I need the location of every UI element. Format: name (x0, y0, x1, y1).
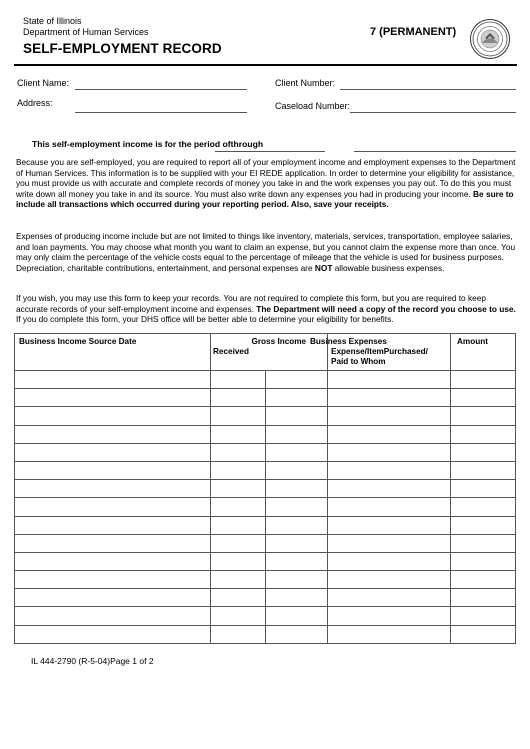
table-row (15, 480, 516, 498)
amount-cell[interactable] (451, 571, 516, 589)
income-source-date-cell[interactable] (15, 607, 211, 625)
expense-item-cell[interactable] (328, 571, 451, 589)
instructions-paragraph-1: Because you are self-employed, you are required to report all of your employment income and employment expenses to the Department of Human Services. This information is to be supplied with your EI REDE application. In order to determine your eligibility for assistance, you must provide us with accurate and complete records of money you take in and the work expenses you pay out. To do this you must write down all money you take in and its source. You must also write down any expenses you had in producing your income. Be sure to include all transactions which occurred during your reporting period. Also, save your receipts. (16, 157, 516, 210)
amount-cell[interactable] (451, 389, 516, 407)
client-name-label: Client Name: (17, 78, 70, 88)
income-source-date-cell[interactable] (15, 407, 211, 425)
table-row (15, 371, 516, 389)
gross-income-extra-cell[interactable] (266, 461, 328, 479)
gross-income-extra-cell[interactable] (266, 443, 328, 461)
amount-cell[interactable] (451, 498, 516, 516)
table-row (15, 498, 516, 516)
gross-income-cell[interactable] (211, 480, 266, 498)
caseload-number-label: Caseload Number: (275, 101, 351, 111)
income-source-date-cell[interactable] (15, 425, 211, 443)
caseload-number-field[interactable] (350, 112, 516, 113)
table-row (15, 589, 516, 607)
gross-income-extra-cell[interactable] (266, 389, 328, 407)
header-amount: Amount (451, 334, 516, 371)
period-label: This self-employment income is for the period ofthrough (32, 139, 264, 149)
instructions-paragraph-2: Expenses of producing income include but are not limited to things like inventory, materials, services, transportation, employee salaries, and loan payments. You may choose what month you want to claim an expense, but you cannot claim the expense more than once. You may only claim the percentage of the vehicle costs equal to the percentage of mileage that the vehicle is used for business purposes. Depreciation, charitable contributions, entertainment, and personal expenses are NOT allowable business expenses. (16, 231, 516, 273)
income-source-date-cell[interactable] (15, 498, 211, 516)
gross-income-extra-cell[interactable] (266, 407, 328, 425)
expense-item-cell[interactable] (328, 625, 451, 643)
expense-item-cell[interactable] (328, 371, 451, 389)
illinois-seal-icon (470, 19, 510, 59)
form-number: IL 444-2790 (R-5-04)Page 1 of 2 (31, 656, 154, 666)
gross-income-extra-cell[interactable] (266, 371, 328, 389)
gross-income-cell[interactable] (211, 461, 266, 479)
gross-income-cell[interactable] (211, 516, 266, 534)
gross-income-cell[interactable] (211, 371, 266, 389)
gross-income-cell[interactable] (211, 443, 266, 461)
client-number-field[interactable] (340, 89, 516, 90)
income-source-date-cell[interactable] (15, 571, 211, 589)
gross-income-cell[interactable] (211, 389, 266, 407)
expense-item-cell[interactable] (328, 516, 451, 534)
table-row (15, 607, 516, 625)
table-row (15, 516, 516, 534)
expense-item-cell[interactable] (328, 607, 451, 625)
address-label: Address: (17, 98, 53, 108)
header-rule (14, 64, 517, 66)
header-business-expenses: Business Expenses Expense/ItemPurchased/ Paid to Whom (328, 334, 451, 371)
income-source-date-cell[interactable] (15, 552, 211, 570)
self-employment-record-table (14, 333, 516, 644)
amount-cell[interactable] (451, 534, 516, 552)
form-code: 7 (PERMANENT) (370, 26, 457, 38)
amount-cell[interactable] (451, 625, 516, 643)
gross-income-extra-cell[interactable] (266, 480, 328, 498)
gross-income-extra-cell[interactable] (266, 498, 328, 516)
gross-income-cell[interactable] (211, 534, 266, 552)
gross-income-extra-cell[interactable] (266, 552, 328, 570)
amount-cell[interactable] (451, 607, 516, 625)
gross-income-extra-cell[interactable] (266, 425, 328, 443)
income-source-date-cell[interactable] (15, 371, 211, 389)
client-name-field[interactable] (75, 89, 247, 90)
table-row (15, 461, 516, 479)
table-row (15, 425, 516, 443)
expense-item-cell[interactable] (328, 407, 451, 425)
income-source-date-cell[interactable] (15, 480, 211, 498)
expense-item-cell[interactable] (328, 498, 451, 516)
gross-income-cell[interactable] (211, 607, 266, 625)
period-start-field[interactable] (215, 151, 325, 152)
gross-income-extra-cell[interactable] (266, 607, 328, 625)
expense-item-cell[interactable] (328, 389, 451, 407)
income-source-date-cell[interactable] (15, 461, 211, 479)
income-source-date-cell[interactable] (15, 389, 211, 407)
table-row (15, 443, 516, 461)
expense-item-cell[interactable] (328, 589, 451, 607)
gross-income-cell[interactable] (211, 407, 266, 425)
table-row (15, 625, 516, 643)
income-source-date-cell[interactable] (15, 589, 211, 607)
amount-cell[interactable] (451, 443, 516, 461)
gross-income-cell[interactable] (211, 552, 266, 570)
table-row (15, 407, 516, 425)
expense-item-cell[interactable] (328, 461, 451, 479)
instructions-paragraph-3: If you wish, you may use this form to keep your records. You are not required to complete this form, but you are required to keep accurate records of your self-employment income and expenses. The Department will need a copy of the record you choose to use. If you do complete this form, your DHS office will be better able to determine your eligibility for benefits. (16, 293, 516, 325)
client-number-label: Client Number: (275, 78, 336, 88)
form-title: SELF-EMPLOYMENT RECORD (23, 41, 222, 56)
page-number: Page 1 of 2 (110, 656, 154, 666)
income-source-date-cell[interactable] (15, 534, 211, 552)
header-gross-income-top: Gross Income (266, 334, 328, 371)
expense-item-cell[interactable] (328, 443, 451, 461)
income-source-date-cell[interactable] (15, 516, 211, 534)
department-name: Department of Human Services (23, 27, 149, 37)
gross-income-cell[interactable] (211, 571, 266, 589)
expense-item-cell[interactable] (328, 425, 451, 443)
amount-cell[interactable] (451, 480, 516, 498)
table-header-row (15, 334, 516, 371)
amount-cell[interactable] (451, 407, 516, 425)
amount-cell[interactable] (451, 425, 516, 443)
address-field[interactable] (75, 112, 247, 113)
amount-cell[interactable] (451, 516, 516, 534)
income-source-date-cell[interactable] (15, 443, 211, 461)
gross-income-cell[interactable] (211, 625, 266, 643)
table-row (15, 534, 516, 552)
expense-item-cell[interactable] (328, 534, 451, 552)
gross-income-extra-cell[interactable] (266, 516, 328, 534)
period-end-field[interactable] (354, 151, 516, 152)
gross-income-cell[interactable] (211, 425, 266, 443)
header-gross-income-received: Received (211, 334, 266, 371)
amount-cell[interactable] (451, 589, 516, 607)
amount-cell[interactable] (451, 461, 516, 479)
table-row (15, 571, 516, 589)
expense-item-cell[interactable] (328, 480, 451, 498)
gross-income-extra-cell[interactable] (266, 625, 328, 643)
amount-cell[interactable] (451, 552, 516, 570)
gross-income-cell[interactable] (211, 498, 266, 516)
gross-income-extra-cell[interactable] (266, 589, 328, 607)
gross-income-cell[interactable] (211, 589, 266, 607)
table-row (15, 552, 516, 570)
gross-income-extra-cell[interactable] (266, 534, 328, 552)
amount-cell[interactable] (451, 371, 516, 389)
gross-income-extra-cell[interactable] (266, 571, 328, 589)
through-label: through (230, 139, 264, 149)
expense-item-cell[interactable] (328, 552, 451, 570)
income-source-date-cell[interactable] (15, 625, 211, 643)
table-row (15, 389, 516, 407)
header-income-source-date: Business Income Source Date (15, 334, 211, 371)
state-name: State of Illinois (23, 16, 82, 26)
